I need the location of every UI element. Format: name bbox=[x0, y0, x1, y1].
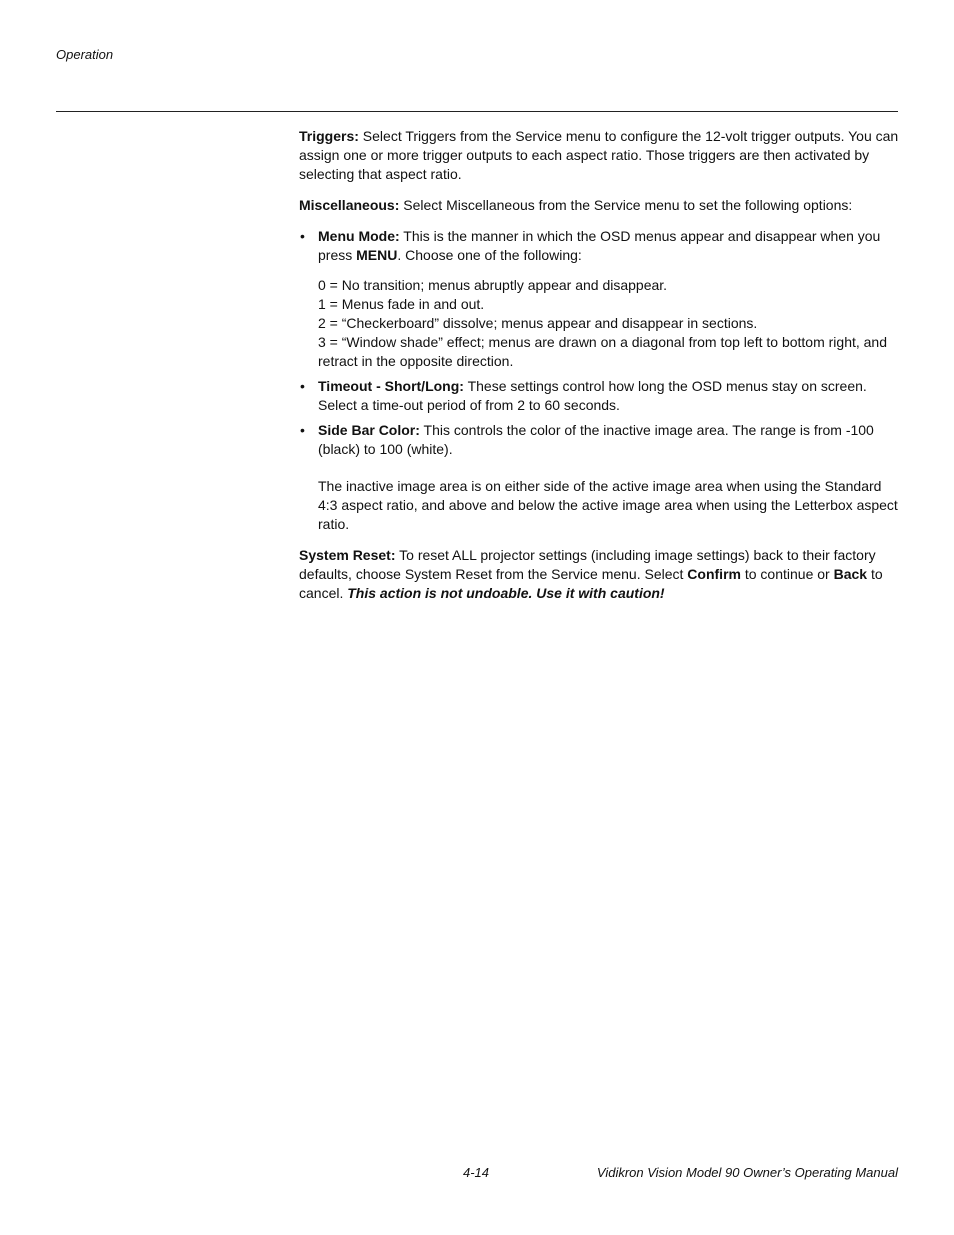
menu-mode-item bbox=[299, 227, 899, 371]
timeout-paragraph bbox=[318, 377, 899, 415]
triggers-paragraph bbox=[299, 127, 899, 184]
triggers-text: Select Triggers from the Service menu to configure the 12-volt trigger outputs. You can assign one or more trigger outputs to each aspect ratio. Those triggers are then activated by selecting that aspect ratio. bbox=[299, 128, 899, 182]
timeout-text: These settings control how long the OSD menus stay on screen. Select a time-out period of from 2 to 60 seconds. bbox=[318, 378, 867, 413]
system-reset-text-before: To reset ALL projector settings (including image settings) back to their factory defaults, choose System Reset from the Service menu. Select bbox=[299, 547, 876, 582]
system-reset-text-after: to cancel. bbox=[299, 566, 883, 601]
menu-mode-text-before: This is the manner in which the OSD menus appear and disappear when you press bbox=[318, 228, 881, 263]
menu-mode-label: Menu Mode: bbox=[318, 228, 400, 244]
system-reset-text-middle: to continue or bbox=[744, 566, 830, 582]
menu-mode-option: 0 = No transition; menus abruptly appear and disappear. bbox=[318, 277, 668, 293]
side-bar-note: The inactive image area is on either side of the active image area when using the Standard 4:3 aspect ratio, and above and below the active image area when using the Letterbox aspect ratio. bbox=[318, 478, 898, 532]
main-content bbox=[299, 127, 899, 615]
confirm-key: Confirm bbox=[687, 566, 741, 582]
system-reset-warning: This action is not undoable. Use it with caution! bbox=[347, 585, 665, 601]
misc-text: Select Miscellaneous from the Service menu to set the following options: bbox=[403, 197, 853, 213]
misc-options-list bbox=[299, 227, 899, 534]
menu-mode-option: 1 = Menus fade in and out. bbox=[318, 296, 485, 312]
side-bar-label: Side Bar Color: bbox=[318, 422, 420, 438]
timeout-label: Timeout - Short/Long: bbox=[318, 378, 464, 394]
manual-title: Vidikron Vision Model 90 Owner’s Operating Manual bbox=[596, 1165, 898, 1180]
menu-key: MENU bbox=[356, 247, 398, 263]
menu-mode-option: 3 = “Window shade” effect; menus are drawn on a diagonal from top left to bottom right, and retract in the opposite direction. bbox=[318, 334, 888, 369]
timeout-item bbox=[299, 377, 899, 415]
misc-label: Miscellaneous: bbox=[299, 197, 400, 213]
menu-mode-text-after: . Choose one of the following: bbox=[397, 247, 582, 263]
menu-mode-options bbox=[318, 276, 899, 371]
side-bar-text: This controls the color of the inactive image area. The range is from -100 (black) to 100 (white). bbox=[318, 422, 874, 457]
system-reset-paragraph bbox=[299, 546, 899, 603]
header-rule bbox=[56, 111, 898, 112]
system-reset-label: System Reset: bbox=[299, 547, 396, 563]
running-header: Operation bbox=[56, 47, 114, 62]
misc-paragraph bbox=[299, 196, 899, 215]
side-bar-paragraph bbox=[318, 421, 899, 459]
side-bar-item bbox=[299, 421, 899, 534]
menu-mode-option: 2 = “Checkerboard” dissolve; menus appear and disappear in sections. bbox=[318, 315, 758, 331]
triggers-label: Triggers: bbox=[299, 128, 359, 144]
menu-mode-paragraph bbox=[318, 227, 899, 265]
back-key: Back bbox=[833, 566, 868, 582]
page-number: 4-14 bbox=[463, 1165, 490, 1180]
